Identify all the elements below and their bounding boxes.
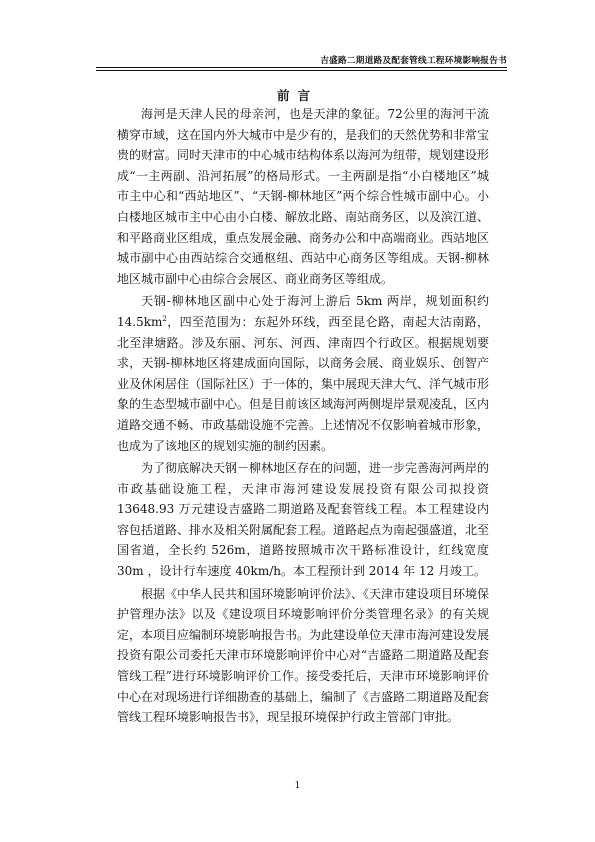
header-rule-thick — [96, 67, 507, 68]
paragraph-4: 根据《中华人民共和国环境影响评价法》、《天津市建设项目环境保护管理办法》以及《建设项目环境影响评价分类管理名录》的有关规定，本项目应编制环境影响报告书。为此建设单位天津市海河建设发展投资有限公司委托天津市环境影响评价中心对“吉盛路二期道路及配套管线工程”进行环境影响评价工作。接受委托后，天津市环境影响评价中心在对现场进行详细勘查的基础上，编制了《吉盛路二期道路及配套管线工程环境影响报告书》，现呈报环境保护行政主管部门审批。 — [117, 586, 490, 725]
body-text — [117, 104, 489, 730]
paragraph-1: 海河是天津人民的母亲河，也是天津的象征。72公里的海河干流横穿市域，这在国内外大城市中是少有的，是我们的天然优势和非常宝贵的财富。同时天津市的中心城市结构体系以海河为纽带，规划建设形成“一主两副、沿河拓展”的格局形式。一主两副是指“小白楼地区”城市主中心和“西站地区”、“天钢-柳林地区”两个综合性城市副中心。小白楼地区城市主中心由小白楼、解放北路、南站商务区，以及滨江道、和平路商业区组成，重点发展金融、商务办公和中高端商业。西站地区城市副中心由西站综合交通枢纽、西站中心商务区等组成。天钢-柳林地区城市副中心由综合会展区、商业商务区等组成。 — [117, 107, 490, 286]
paragraph-2 — [117, 291, 489, 456]
paragraph-3: 为了彻底解决天钢－柳林地区存在的问题，进一步完善海河两岸的市政基础设施工程，天津市海河建设发展投资有限公司拟投资 13648.93 万元建设吉盛路二期道路及配套管线工程。本工程建设内容包括道路、排水及相关附属配套工程。道路起点为南起强盛道，北至国省道，全长约 526m，道路按照城市次干路标准设计，红线宽度 30m ，设计行车速度 40km/h。本工程预计到 2014 年 12 月竣工。 — [117, 461, 490, 579]
paragraph-2-part-1: 天钢-柳林地区副中心处于海河上游后 5km 两岸，规划面积约 14.5km — [117, 294, 489, 329]
superscript-squared: 2 — [162, 314, 167, 323]
page-title: 前言 — [276, 88, 318, 103]
paragraph-2-part-2: ，四至范围为：东起外环线，西至昆仑路，南起大沽南路，北至津塘路。涉及东丽、河东、河西、津南四个行政区。根据规划要求，天钢-柳林地区将建成面向国际，以商务会展、商业娱乐、创智产业及休闲居住（国际社区）于一体的，集中展现天津大气、洋气城市形象的生态型城市副中心。但是目前该区域海河两侧堤岸景观凌乱，区内道路交通不畅、市政基础设施不完善。上述情况不仅影响着城市形象，也成为了该地区的规划实施的制约因素。 — [117, 314, 490, 453]
page-number: 1 — [294, 781, 301, 791]
running-header: 吉盛路二期道路及配套管线工程环境影响报告书 — [320, 56, 507, 66]
header-rule-thin — [96, 70, 507, 71]
